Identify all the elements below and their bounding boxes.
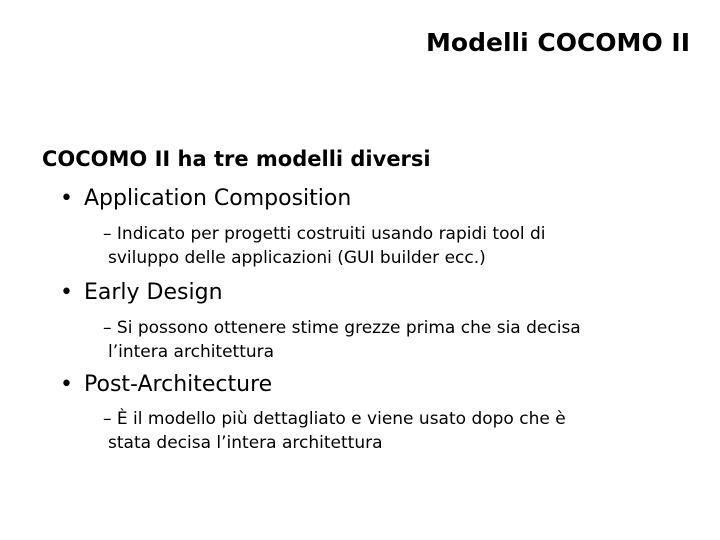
sub-description-post-architecture	[103, 407, 566, 455]
sub-line-1	[103, 407, 566, 431]
bullet-glyph: •	[60, 186, 73, 211]
sub-description-application-composition	[103, 222, 546, 270]
sub-text-line-2: sviluppo delle applicazioni (GUI builder ecc.)	[108, 248, 486, 268]
slide-title: Modelli COCOMO II	[426, 28, 690, 57]
bullet-label: Application Composition	[84, 186, 352, 211]
bullet-glyph: •	[60, 372, 73, 397]
sub-text-line-2: l’intera architettura	[108, 342, 275, 362]
bullet-application-composition	[60, 186, 351, 211]
sub-description-early-design	[103, 316, 581, 364]
sub-text-line-1: È il modello più dettagliato e viene usato dopo che è	[116, 409, 566, 429]
bullet-label: Post-Architecture	[84, 372, 273, 397]
sub-line-1	[103, 316, 581, 340]
sub-dash: –	[103, 224, 112, 244]
bullet-label: Early Design	[84, 280, 223, 305]
bullet-early-design	[60, 280, 223, 305]
bullet-glyph: •	[60, 280, 73, 305]
bullet-post-architecture	[60, 372, 272, 397]
sub-dash: –	[103, 409, 112, 429]
slide-heading: COCOMO II ha tre modelli diversi	[42, 147, 431, 171]
sub-text-line-1: Indicato per progetti costruiti usando rapidi tool di	[116, 224, 546, 244]
sub-text-line-2: stata decisa l’intera architettura	[108, 433, 383, 453]
sub-line-1	[103, 222, 546, 246]
sub-dash: –	[103, 318, 112, 338]
sub-text-line-1: Si possono ottenere stime grezze prima che sia decisa	[116, 318, 581, 338]
